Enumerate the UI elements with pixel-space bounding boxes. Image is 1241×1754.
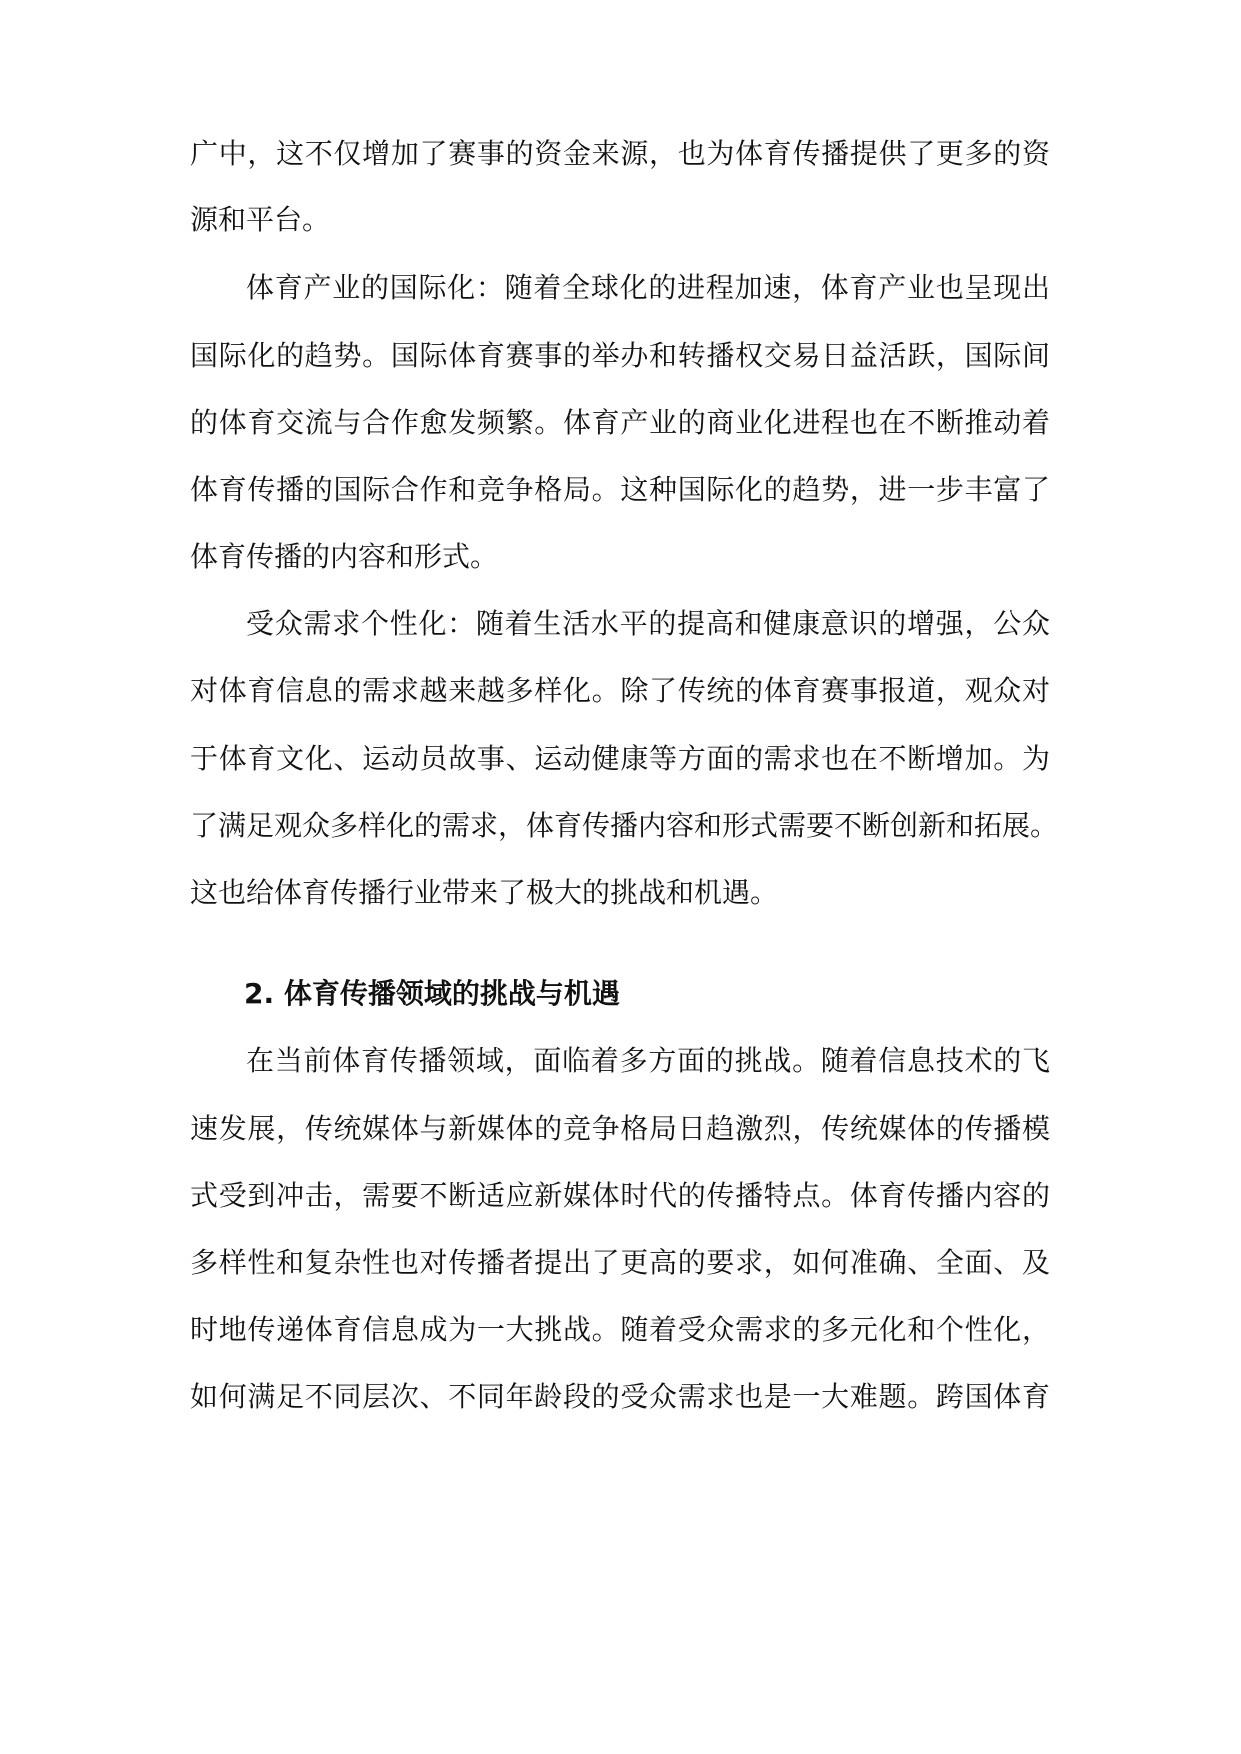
section-paragraph-line-5: 时地传递体育信息成为一大挑战。随着受众需求的多元化和个性化， bbox=[190, 1313, 1050, 1346]
section-paragraph-line-1: 在当前体育传播领域，面临着多方面的挑战。随着信息技术的飞 bbox=[246, 1044, 1050, 1077]
section-paragraph-line-6: 如何满足不同层次、不同年龄段的受众需求也是一大难题。跨国体育 bbox=[190, 1380, 1050, 1413]
section-paragraph-line-3: 式受到冲击，需要不断适应新媒体时代的传播特点。体育传播内容的 bbox=[190, 1179, 1050, 1212]
paragraph-3-line-5: 这也给体育传播行业带来了极大的挑战和机遇。 bbox=[190, 876, 779, 909]
paragraph-1-line-2: 源和平台。 bbox=[190, 203, 331, 236]
paragraph-2-line-4: 体育传播的国际合作和竞争格局。这种国际化的趋势，进一步丰富了 bbox=[190, 473, 1050, 506]
paragraph-3-line-2: 对体育信息的需求越来越多样化。除了传统的体育赛事报道，观众对 bbox=[190, 674, 1050, 707]
paragraph-1-line-1: 广中，这不仅增加了赛事的资金来源，也为体育传播提供了更多的资 bbox=[190, 137, 1050, 170]
paragraph-3-line-4: 了满足观众多样化的需求，体育传播内容和形式需要不断创新和拓展。 bbox=[190, 809, 1059, 842]
paragraph-2-line-5: 体育传播的内容和形式。 bbox=[190, 540, 499, 573]
paragraph-2-line-2: 国际化的趋势。国际体育赛事的举办和转播权交易日益活跃，国际间 bbox=[190, 339, 1050, 372]
section-paragraph-line-4: 多样性和复杂性也对传播者提出了更高的要求，如何准确、全面、及 bbox=[190, 1246, 1050, 1279]
paragraph-3-line-1: 受众需求个性化：随着生活水平的提高和健康意识的增强，公众 bbox=[246, 607, 1050, 640]
paragraph-3-line-3: 于体育文化、运动员故事、运动健康等方面的需求也在不断增加。为 bbox=[190, 742, 1050, 775]
paragraph-2-line-1: 体育产业的国际化：随着全球化的进程加速，体育产业也呈现出 bbox=[246, 271, 1050, 304]
section-heading: 2. 体育传播领域的挑战与机遇 bbox=[244, 977, 620, 1010]
section-paragraph-line-2: 速发展，传统媒体与新媒体的竞争格局日趋激烈，传统媒体的传播模 bbox=[190, 1112, 1050, 1145]
paragraph-2-line-3: 的体育交流与合作愈发频繁。体育产业的商业化进程也在不断推动着 bbox=[190, 406, 1050, 439]
